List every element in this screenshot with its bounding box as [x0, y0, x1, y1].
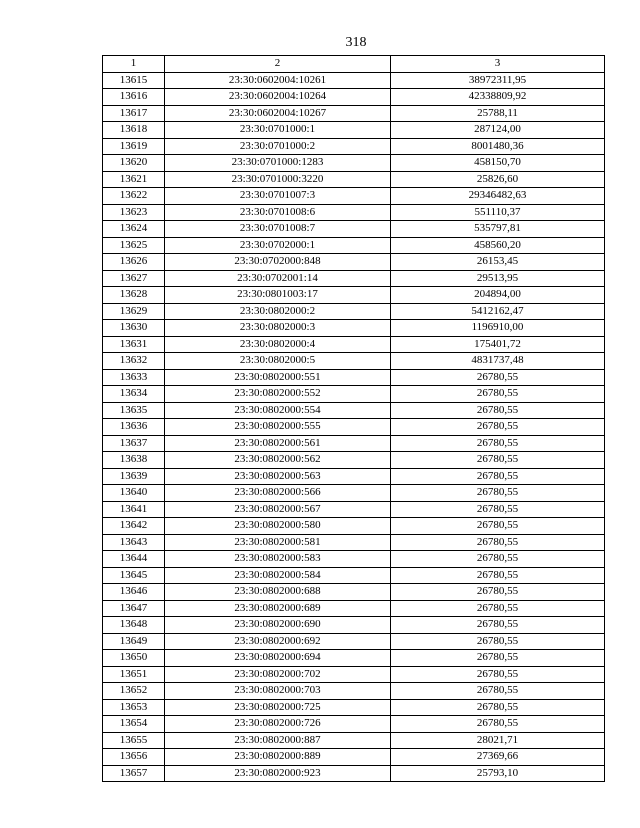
- value-cell: 26780,55: [391, 534, 605, 551]
- table-row: [103, 237, 605, 254]
- value-cell: 26780,55: [391, 435, 605, 452]
- table-row: [103, 435, 605, 452]
- cadastral-id-cell: 23:30:0802000:889: [165, 749, 391, 766]
- table-row: [103, 617, 605, 634]
- row-number-cell: 13643: [103, 534, 165, 551]
- table-row: [103, 188, 605, 205]
- value-cell: 458560,20: [391, 237, 605, 254]
- cadastral-id-cell: 23:30:0802000:887: [165, 732, 391, 749]
- value-cell: 26780,55: [391, 485, 605, 502]
- value-cell: 25826,60: [391, 171, 605, 188]
- cadastral-id-cell: 23:30:0602004:10267: [165, 105, 391, 122]
- row-number-cell: 13654: [103, 716, 165, 733]
- cadastral-id-cell: 23:30:0802000:555: [165, 419, 391, 436]
- table-row: [103, 600, 605, 617]
- table-row: [103, 501, 605, 518]
- row-number-cell: 13644: [103, 551, 165, 568]
- table-row: [103, 699, 605, 716]
- cadastral-id-cell: 23:30:0802000:3: [165, 320, 391, 337]
- row-number-cell: 13623: [103, 204, 165, 221]
- row-number-cell: 13626: [103, 254, 165, 271]
- table-row: [103, 633, 605, 650]
- value-cell: 26780,55: [391, 699, 605, 716]
- value-cell: 4831737,48: [391, 353, 605, 370]
- table-row: [103, 89, 605, 106]
- row-number-cell: 13630: [103, 320, 165, 337]
- cadastral-id-cell: 23:30:0802000:690: [165, 617, 391, 634]
- row-number-cell: 13650: [103, 650, 165, 667]
- table-row: [103, 402, 605, 419]
- row-number-cell: 13640: [103, 485, 165, 502]
- row-number-cell: 13655: [103, 732, 165, 749]
- table-row: [103, 72, 605, 89]
- row-number-cell: 13652: [103, 683, 165, 700]
- value-cell: 26780,55: [391, 716, 605, 733]
- row-number-cell: 13647: [103, 600, 165, 617]
- value-cell: 26780,55: [391, 501, 605, 518]
- value-cell: 26780,55: [391, 617, 605, 634]
- value-cell: 26780,55: [391, 633, 605, 650]
- value-cell: 535797,81: [391, 221, 605, 238]
- table-row: [103, 683, 605, 700]
- table-body: [103, 72, 605, 782]
- table-row: [103, 105, 605, 122]
- row-number-cell: 13653: [103, 699, 165, 716]
- table-row: [103, 650, 605, 667]
- table-row: [103, 353, 605, 370]
- table-row: [103, 551, 605, 568]
- cadastral-value-table: [102, 55, 605, 782]
- table-row: [103, 287, 605, 304]
- cadastral-id-cell: 23:30:0802000:703: [165, 683, 391, 700]
- cadastral-id-cell: 23:30:0702000:1: [165, 237, 391, 254]
- table-row: [103, 122, 605, 139]
- cadastral-id-cell: 23:30:0602004:10264: [165, 89, 391, 106]
- column-header-value: 3: [391, 56, 605, 73]
- table-row: [103, 254, 605, 271]
- row-number-cell: 13645: [103, 567, 165, 584]
- row-number-cell: 13641: [103, 501, 165, 518]
- row-number-cell: 13620: [103, 155, 165, 172]
- value-cell: 26780,55: [391, 402, 605, 419]
- row-number-cell: 13651: [103, 666, 165, 683]
- table-row: [103, 749, 605, 766]
- table-row: [103, 336, 605, 353]
- value-cell: 26780,55: [391, 468, 605, 485]
- value-cell: 287124,00: [391, 122, 605, 139]
- table-row: [103, 419, 605, 436]
- value-cell: 26780,55: [391, 518, 605, 535]
- row-number-cell: 13621: [103, 171, 165, 188]
- table-row: [103, 155, 605, 172]
- cadastral-id-cell: 23:30:0802000:552: [165, 386, 391, 403]
- value-cell: 27369,66: [391, 749, 605, 766]
- table-row: [103, 452, 605, 469]
- cadastral-id-cell: 23:30:0802000:561: [165, 435, 391, 452]
- table-row: [103, 567, 605, 584]
- value-cell: 204894,00: [391, 287, 605, 304]
- cadastral-id-cell: 23:30:0701000:2: [165, 138, 391, 155]
- value-cell: 26780,55: [391, 584, 605, 601]
- cadastral-id-cell: 23:30:0701008:7: [165, 221, 391, 238]
- row-number-cell: 13639: [103, 468, 165, 485]
- cadastral-id-cell: 23:30:0801003:17: [165, 287, 391, 304]
- table-row: [103, 534, 605, 551]
- table-row: [103, 369, 605, 386]
- cadastral-id-cell: 23:30:0802000:551: [165, 369, 391, 386]
- row-number-cell: 13616: [103, 89, 165, 106]
- cadastral-id-cell: 23:30:0802000:694: [165, 650, 391, 667]
- cadastral-id-cell: 23:30:0701000:3220: [165, 171, 391, 188]
- cadastral-id-cell: 23:30:0702000:848: [165, 254, 391, 271]
- value-cell: 26780,55: [391, 369, 605, 386]
- value-cell: 26780,55: [391, 452, 605, 469]
- value-cell: 26780,55: [391, 600, 605, 617]
- value-cell: 25793,10: [391, 765, 605, 782]
- row-number-cell: 13648: [103, 617, 165, 634]
- cadastral-id-cell: 23:30:0802000:562: [165, 452, 391, 469]
- column-header-number: 1: [103, 56, 165, 73]
- cadastral-id-cell: 23:30:0802000:566: [165, 485, 391, 502]
- value-cell: 5412162,47: [391, 303, 605, 320]
- cadastral-id-cell: 23:30:0701008:6: [165, 204, 391, 221]
- table-row: [103, 221, 605, 238]
- row-number-cell: 13629: [103, 303, 165, 320]
- cadastral-id-cell: 23:30:0701000:1: [165, 122, 391, 139]
- value-cell: 551110,37: [391, 204, 605, 221]
- row-number-cell: 13625: [103, 237, 165, 254]
- table-row: [103, 386, 605, 403]
- page-number: 318: [345, 35, 367, 50]
- row-number-cell: 13615: [103, 72, 165, 89]
- table-row: [103, 732, 605, 749]
- table-row: [103, 138, 605, 155]
- value-cell: 1196910,00: [391, 320, 605, 337]
- row-number-cell: 13634: [103, 386, 165, 403]
- row-number-cell: 13636: [103, 419, 165, 436]
- table-row: [103, 765, 605, 782]
- row-number-cell: 13649: [103, 633, 165, 650]
- table-row: [103, 468, 605, 485]
- value-cell: 25788,11: [391, 105, 605, 122]
- cadastral-id-cell: 23:30:0802000:726: [165, 716, 391, 733]
- cadastral-id-cell: 23:30:0802000:725: [165, 699, 391, 716]
- row-number-cell: 13619: [103, 138, 165, 155]
- cadastral-id-cell: 23:30:0802000:567: [165, 501, 391, 518]
- row-number-cell: 13635: [103, 402, 165, 419]
- value-cell: 29513,95: [391, 270, 605, 287]
- row-number-cell: 13656: [103, 749, 165, 766]
- value-cell: 26780,55: [391, 683, 605, 700]
- cadastral-id-cell: 23:30:0802000:5: [165, 353, 391, 370]
- row-number-cell: 13638: [103, 452, 165, 469]
- cadastral-id-cell: 23:30:0802000:563: [165, 468, 391, 485]
- cadastral-id-cell: 23:30:0802000:688: [165, 584, 391, 601]
- row-number-cell: 13633: [103, 369, 165, 386]
- row-number-cell: 13622: [103, 188, 165, 205]
- cadastral-id-cell: 23:30:0701000:1283: [165, 155, 391, 172]
- row-number-cell: 13618: [103, 122, 165, 139]
- row-number-cell: 13642: [103, 518, 165, 535]
- value-cell: 26780,55: [391, 386, 605, 403]
- value-cell: 26780,55: [391, 419, 605, 436]
- value-cell: 8001480,36: [391, 138, 605, 155]
- table-row: [103, 171, 605, 188]
- value-cell: 26780,55: [391, 567, 605, 584]
- table-row: [103, 485, 605, 502]
- cadastral-id-cell: 23:30:0702001:14: [165, 270, 391, 287]
- cadastral-id-cell: 23:30:0802000:583: [165, 551, 391, 568]
- row-number-cell: 13627: [103, 270, 165, 287]
- table-row: [103, 204, 605, 221]
- table-row: [103, 303, 605, 320]
- column-header-cadastral-id: 2: [165, 56, 391, 73]
- cadastral-id-cell: 23:30:0802000:923: [165, 765, 391, 782]
- value-cell: 26780,55: [391, 666, 605, 683]
- table-row: [103, 716, 605, 733]
- cadastral-id-cell: 23:30:0802000:554: [165, 402, 391, 419]
- row-number-cell: 13637: [103, 435, 165, 452]
- table-row: [103, 666, 605, 683]
- table-row: [103, 320, 605, 337]
- row-number-cell: 13631: [103, 336, 165, 353]
- cadastral-id-cell: 23:30:0802000:4: [165, 336, 391, 353]
- cadastral-id-cell: 23:30:0802000:584: [165, 567, 391, 584]
- row-number-cell: 13624: [103, 221, 165, 238]
- cadastral-id-cell: 23:30:0802000:702: [165, 666, 391, 683]
- value-cell: 38972311,95: [391, 72, 605, 89]
- cadastral-id-cell: 23:30:0701007:3: [165, 188, 391, 205]
- cadastral-id-cell: 23:30:0602004:10261: [165, 72, 391, 89]
- cadastral-id-cell: 23:30:0802000:692: [165, 633, 391, 650]
- value-cell: 26780,55: [391, 551, 605, 568]
- table-row: [103, 584, 605, 601]
- value-cell: 26780,55: [391, 650, 605, 667]
- cadastral-id-cell: 23:30:0802000:580: [165, 518, 391, 535]
- value-cell: 175401,72: [391, 336, 605, 353]
- table-row: [103, 518, 605, 535]
- value-cell: 29346482,63: [391, 188, 605, 205]
- value-cell: 42338809,92: [391, 89, 605, 106]
- row-number-cell: 13657: [103, 765, 165, 782]
- row-number-cell: 13628: [103, 287, 165, 304]
- row-number-cell: 13632: [103, 353, 165, 370]
- value-cell: 458150,70: [391, 155, 605, 172]
- table-header-row: [103, 56, 605, 73]
- row-number-cell: 13646: [103, 584, 165, 601]
- table-row: [103, 270, 605, 287]
- cadastral-id-cell: 23:30:0802000:2: [165, 303, 391, 320]
- value-cell: 26153,45: [391, 254, 605, 271]
- value-cell: 28021,71: [391, 732, 605, 749]
- cadastral-id-cell: 23:30:0802000:581: [165, 534, 391, 551]
- row-number-cell: 13617: [103, 105, 165, 122]
- cadastral-id-cell: 23:30:0802000:689: [165, 600, 391, 617]
